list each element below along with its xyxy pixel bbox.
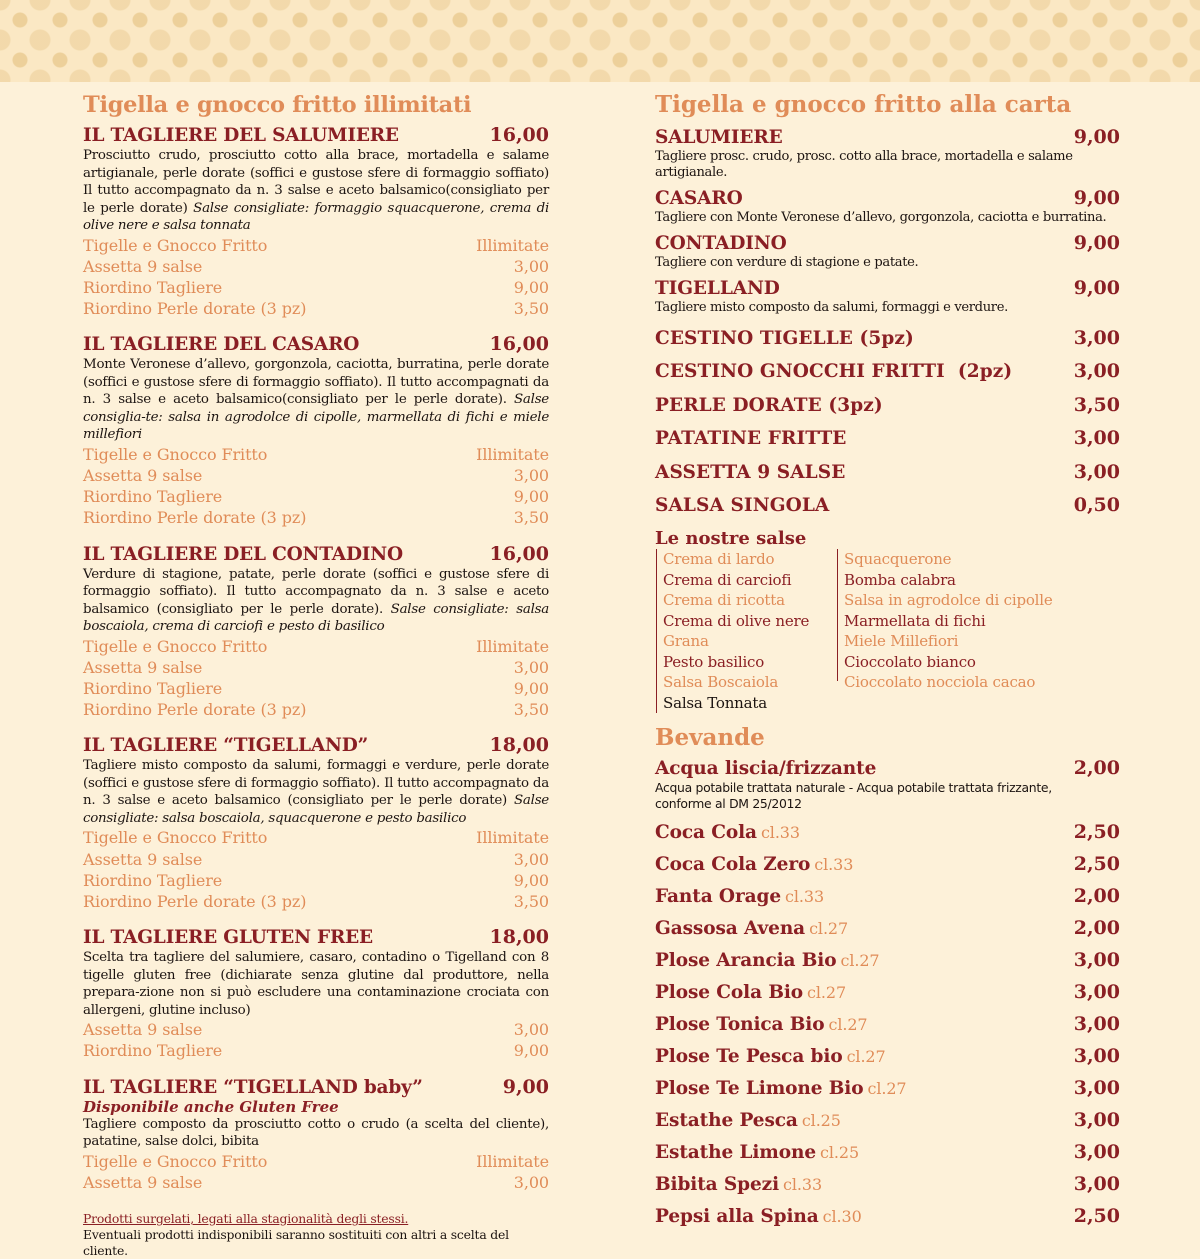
drink-name	[655, 1174, 822, 1196]
drink-item	[655, 1013, 1120, 1036]
carte-item-price: 9,00	[1073, 277, 1120, 299]
footnote-frozen: Prodotti surgelati, legati alla stagionalità degli stessi.	[83, 1211, 409, 1227]
platter-salumiere	[83, 124, 549, 319]
carte-item	[655, 277, 1120, 316]
drink-name-text: Coca Cola	[655, 822, 757, 843]
carte-item-desc: Tagliere prosc. crudo, prosc. cotto alla brace, mortadella e salame artigianale.	[655, 149, 1073, 180]
carte-item-name: PATATINE FRITTE	[655, 428, 847, 449]
drink-price: 2,50	[1073, 1205, 1120, 1227]
option-value: 3,50	[513, 299, 549, 319]
drink-name	[655, 854, 853, 876]
drink-price: 2,00	[1073, 885, 1120, 907]
drink-price: 2,50	[1073, 821, 1120, 843]
platter-tigelland-baby	[83, 1076, 549, 1193]
platter-description	[83, 949, 549, 1019]
option-row	[83, 891, 549, 912]
drink-volume: cl.27	[809, 919, 849, 938]
platter-desc-text: Verdure di stagione, patate, perle dorate (soffici e gustose sfere di formaggio soffiato). Il tutto accompagnato da n. 3 salse e aceto balsamico (consigliato per le perle dorate).	[83, 566, 549, 617]
drink-name: Acqua liscia/frizzante	[655, 758, 877, 779]
sauce-item: Miele Millefiori	[844, 632, 959, 650]
option-value: 3,50	[513, 700, 549, 720]
drink-item	[655, 981, 1120, 1004]
option-value: 3,00	[513, 1020, 549, 1040]
sauce-item: Salsa Boscaiola	[663, 673, 779, 691]
option-label: Tigelle e Gnocco Fritto	[83, 444, 268, 464]
drink-name-text: Plose Te Pesca bio	[655, 1046, 843, 1067]
option-row	[83, 235, 549, 256]
a-la-carte-title: Tigella e gnocco fritto alla carta	[655, 91, 1072, 118]
unlimited-section-title: Tigella e gnocco fritto illimitati	[83, 92, 472, 118]
option-label: Riordino Tagliere	[83, 870, 223, 890]
carte-item	[655, 427, 1120, 450]
option-row	[83, 678, 549, 699]
carte-item	[655, 232, 1120, 271]
option-row	[83, 1151, 549, 1172]
platter-desc-text: Prosciutto crudo, prosciutto cotto alla brace, mortadella e salame artigianale, perle dorate (soffici e gustose sfere di formaggio soffiato) Il tutto accompagnato da n. 3 salse e aceto balsamico(consigliato per le perle dorate)	[83, 148, 549, 216]
carte-item-price: 0,50	[1073, 494, 1120, 516]
drink-name-text: Plose Arancia Bio	[655, 950, 837, 971]
sauce-item: Cioccolato bianco	[844, 652, 976, 671]
platter-name: IL TAGLIERE “TIGELLAND baby”	[83, 1076, 423, 1098]
sauce-item: Squacquerone	[844, 550, 952, 568]
drink-name	[655, 982, 846, 1004]
drink-name	[655, 950, 880, 972]
platter-price: 16,00	[489, 124, 549, 146]
carte-item	[655, 461, 1120, 484]
option-row	[83, 827, 549, 848]
drink-volume: cl.33	[760, 823, 800, 842]
sauces-column-2	[837, 549, 1053, 691]
option-value: 9,00	[513, 277, 549, 297]
option-row	[83, 465, 549, 486]
option-value: 3,00	[513, 256, 549, 276]
option-row	[83, 444, 549, 465]
option-value: Illimitate	[476, 1151, 549, 1171]
carte-item	[655, 327, 1120, 350]
drink-volume: cl.27	[828, 1015, 868, 1034]
drink-name	[655, 886, 824, 908]
drink-name-text: Bibita Spezi	[655, 1174, 780, 1195]
carte-item-name: TIGELLAND	[655, 278, 780, 299]
drink-price: 3,00	[1073, 1077, 1120, 1099]
option-label: Tigelle e Gnocco Fritto	[83, 828, 268, 848]
sauce-item: Pesto basilico	[663, 652, 765, 671]
platter-desc-text: Tagliere misto composto da salumi, formaggi e verdure, perle dorate (soffici e gustose sfere di formaggio soffiato). Il tutto accompagnato da n. 3 salse e aceto balsamico (consigliato per le perle dorate)	[83, 758, 549, 809]
platter-name: IL TAGLIERE DEL CONTADINO	[83, 543, 403, 565]
platter-desc-text: Scelta tra tagliere del salumiere, casaro, contadino o Tigelland con 8 tigelle gluten free (dichiarate senza glutine dal produttore, nella prepara-zione non si può escludere una contaminazione crociata con allergeni, glutine incluso)	[83, 950, 549, 1018]
drink-name	[655, 1110, 841, 1132]
drink-name-text: Plose Tonica Bio	[655, 1014, 825, 1035]
drink-name	[655, 1046, 886, 1068]
option-value: 9,00	[513, 870, 549, 890]
drink-item	[655, 853, 1120, 876]
drink-name-text: Plose Te Limone Bio	[655, 1078, 864, 1099]
drink-item	[655, 1077, 1120, 1100]
drinks-title: Bevande	[655, 724, 765, 751]
platter-suggested-sauces: Salse consigliate: salsa boscaiola, squacquerone e pesto basilico	[83, 793, 549, 826]
carte-item-price: 3,00	[1073, 326, 1120, 349]
drink-name	[655, 822, 800, 844]
platter-description	[83, 147, 549, 235]
carte-item-price: 3,00	[1073, 427, 1120, 449]
option-label: Riordino Perle dorate (3 pz)	[83, 892, 307, 912]
drink-item	[655, 1109, 1120, 1132]
option-label: Assetta 9 salse	[83, 256, 203, 276]
option-value: 9,00	[513, 487, 549, 507]
sauce-item: Crema di lardo	[663, 550, 775, 568]
drink-price: 3,00	[1073, 1141, 1120, 1163]
carte-item-price: 9,00	[1073, 126, 1120, 148]
option-label: Tigelle e Gnocco Fritto	[83, 1151, 268, 1171]
sauces-list	[655, 549, 1120, 713]
carte-item-price: 9,00	[1073, 187, 1120, 209]
sauce-item: Bomba calabra	[844, 570, 956, 589]
platter-price: 16,00	[489, 542, 549, 565]
drink-name-text: Estathe Pesca	[655, 1110, 798, 1131]
carte-item-desc: Tagliere con verdure di stagione e patate.	[655, 255, 919, 270]
platter-name: IL TAGLIERE GLUTEN FREE	[83, 927, 373, 949]
option-label: Riordino Tagliere	[83, 487, 223, 507]
carte-item-price: 3,00	[1073, 360, 1120, 382]
carte-item-name: CESTINO TIGELLE (5pz)	[655, 327, 914, 349]
option-value: 9,00	[513, 679, 549, 699]
platter-suggested-sauces: Salse consigliate: formaggio squacquerone, crema di olive nere e salsa tonnata	[83, 200, 549, 233]
platter-price: 18,00	[489, 926, 549, 949]
carte-item	[655, 494, 1120, 517]
option-label: Assetta 9 salse	[83, 1020, 203, 1040]
drink-name	[655, 1142, 859, 1164]
platter-description	[83, 757, 549, 827]
drink-name	[655, 918, 848, 940]
carte-item-price: 3,00	[1073, 460, 1120, 483]
drink-price: 3,00	[1073, 1109, 1120, 1131]
drink-item	[655, 917, 1120, 940]
drink-item	[655, 885, 1120, 908]
drink-name-text: Estathe Limone	[655, 1142, 817, 1163]
drink-price: 3,00	[1073, 1013, 1120, 1035]
decorative-pattern-header	[0, 0, 1200, 82]
platter-description	[83, 566, 549, 636]
sauces-title: Le nostre salse	[655, 528, 807, 549]
drink-volume: cl.27	[840, 951, 880, 970]
option-value: 3,00	[513, 657, 549, 677]
carte-item-desc: Tagliere misto composto da salumi, formaggi e verdure.	[655, 300, 1008, 315]
option-row	[83, 870, 549, 891]
carte-item-name: CONTADINO	[655, 233, 787, 254]
option-row	[83, 657, 549, 678]
option-row	[83, 849, 549, 870]
footnote-substitution: Eventuali prodotti indisponibili saranno sostituiti con altri a scelta del cliente.	[83, 1227, 509, 1259]
option-label: Assetta 9 salse	[83, 657, 203, 677]
drink-price: 2,00	[1073, 757, 1120, 779]
sauce-item: Cioccolato nocciola cacao	[844, 673, 1036, 691]
sauce-item: Crema di ricotta	[663, 591, 785, 609]
drink-name	[655, 1078, 907, 1100]
carte-item-name: CASARO	[655, 188, 743, 209]
sauce-item: Marmellata di fichi	[844, 611, 986, 630]
drink-name-text: Pepsi alla Spina	[655, 1206, 819, 1227]
drink-name	[655, 1206, 862, 1228]
option-label: Riordino Perle dorate (3 pz)	[83, 700, 307, 720]
footnote	[83, 1211, 549, 1259]
drinks-list	[655, 821, 1120, 1228]
drink-volume: cl.33	[783, 1175, 823, 1194]
platter-desc-text: Monte Veronese d’allevo, gorgonzola, caciotta, burratina, perle dorate (soffici e gustose sfere di formaggio soffiato). Il tutto accompagnati da n. 3 salse e aceto balsamico(consigliato per le perle dorate).	[83, 357, 549, 408]
option-label: Assetta 9 salse	[83, 849, 203, 869]
platter-description	[83, 356, 549, 444]
drink-name-text: Coca Cola Zero	[655, 854, 811, 875]
drink-price: 3,00	[1073, 981, 1120, 1003]
platter-price: 16,00	[489, 333, 549, 356]
a-la-carte-section	[655, 90, 1120, 1228]
unlimited-section	[83, 90, 549, 1259]
carte-item	[655, 360, 1120, 383]
platter-suggested-sauces: Salse consigliate: salsa boscaiola, crema di carciofi e pesto di basilico	[83, 601, 549, 635]
platter-name: IL TAGLIERE DEL SALUMIERE	[83, 125, 399, 146]
option-label: Riordino Tagliere	[83, 277, 223, 297]
drink-price: 2,00	[1073, 917, 1120, 939]
option-value: 3,00	[513, 849, 549, 869]
drink-name-text: Fanta Orage	[655, 886, 781, 907]
option-value: Illimitate	[476, 828, 549, 848]
carte-item	[655, 187, 1120, 226]
option-row	[83, 507, 549, 528]
drink-name-text: Gassosa Avena	[655, 918, 806, 939]
drink-volume: cl.27	[867, 1079, 907, 1098]
platter-gluten-free	[83, 926, 549, 1061]
platter-price: 18,00	[489, 734, 549, 757]
option-value: Illimitate	[476, 636, 549, 656]
drink-volume: cl.25	[820, 1143, 860, 1162]
platter-subtitle: Disponibile anche Gluten Free	[83, 1097, 339, 1116]
option-label: Riordino Perle dorate (3 pz)	[83, 508, 307, 528]
drink-volume: cl.25	[801, 1111, 841, 1130]
platter-suggested-sauces: Salse consiglia-te: salsa in agrodolce di cipolle, marmellata di fichi e miele millefiori	[83, 392, 549, 443]
carte-item	[655, 394, 1120, 417]
drink-name-text: Plose Cola Bio	[655, 982, 804, 1003]
drink-volume: cl.27	[807, 983, 847, 1002]
option-value: Illimitate	[476, 444, 549, 464]
option-row	[83, 277, 549, 298]
platter-name: IL TAGLIERE DEL CASARO	[83, 334, 360, 356]
option-value: 3,50	[513, 892, 549, 912]
drink-item	[655, 1141, 1120, 1164]
drink-name	[655, 1014, 868, 1036]
platter-desc-text: Tagliere composto da prosciutto cotto o crudo (a scelta del cliente), patatine, salse dolci, bibita	[83, 1116, 549, 1150]
drink-volume: cl.33	[785, 887, 825, 906]
option-row	[83, 256, 549, 277]
carte-item-name: PERLE DORATE (3pz)	[655, 394, 883, 416]
option-value: 9,00	[513, 1041, 549, 1061]
carte-item-desc: Tagliere con Monte Veronese d’allevo, gorgonzola, caciotta e burratina.	[655, 210, 1107, 225]
carte-item-name: SALSA SINGOLA	[655, 495, 830, 516]
sauce-item: Crema di carciofi	[663, 570, 792, 589]
option-row	[83, 636, 549, 657]
platter-description	[83, 1116, 549, 1151]
sauce-item: Grana	[663, 632, 709, 650]
sauce-item: Salsa Tonnata	[663, 693, 767, 712]
option-label: Tigelle e Gnocco Fritto	[83, 235, 268, 255]
option-value: 3,00	[513, 1172, 549, 1192]
drink-price: 3,00	[1073, 1173, 1120, 1195]
option-label: Riordino Tagliere	[83, 1041, 223, 1061]
drink-volume: cl.33	[814, 855, 854, 874]
carte-item-name: CESTINO GNOCCHI FRITTI (2pz)	[655, 361, 1013, 382]
platter-price: 9,00	[502, 1075, 549, 1098]
option-row	[83, 486, 549, 507]
option-row	[83, 1172, 549, 1193]
option-label: Assetta 9 salse	[83, 1172, 203, 1192]
drink-item	[655, 1173, 1120, 1196]
option-value: Illimitate	[476, 235, 549, 255]
carte-item-name: SALUMIERE	[655, 127, 783, 148]
drink-item	[655, 757, 1120, 812]
drink-volume: cl.30	[822, 1207, 862, 1226]
option-label: Assetta 9 salse	[83, 466, 203, 486]
sauces-column-1	[656, 549, 833, 713]
drink-volume: cl.27	[846, 1047, 886, 1066]
drink-desc: Acqua potabile trattata naturale - Acqua potabile trattata frizzante, conforme al DM 25/2012	[655, 780, 1052, 811]
option-row	[83, 298, 549, 319]
drink-item	[655, 949, 1120, 972]
platter-casaro	[83, 333, 549, 528]
option-label: Riordino Tagliere	[83, 679, 223, 699]
platter-tigelland	[83, 734, 549, 912]
carte-item-name: ASSETTA 9 SALSE	[655, 461, 846, 483]
drink-price: 2,50	[1073, 853, 1120, 875]
carte-item	[655, 126, 1120, 181]
drink-price: 3,00	[1073, 1045, 1120, 1067]
drink-item	[655, 1205, 1120, 1228]
option-value: 3,00	[513, 466, 549, 486]
drink-price: 3,00	[1073, 949, 1120, 971]
carte-item-price: 3,50	[1073, 393, 1120, 416]
option-row	[83, 699, 549, 720]
carte-item-price: 9,00	[1073, 232, 1120, 254]
sauce-item: Salsa in agrodolce di cipolle	[844, 591, 1053, 609]
platter-name: IL TAGLIERE “TIGELLAND”	[83, 735, 369, 757]
platter-contadino	[83, 543, 549, 721]
drink-item	[655, 821, 1120, 844]
option-label: Tigelle e Gnocco Fritto	[83, 636, 268, 656]
option-row	[83, 1040, 549, 1061]
drink-item	[655, 1045, 1120, 1068]
option-value: 3,50	[513, 508, 549, 528]
sauce-item: Crema di olive nere	[663, 611, 810, 630]
option-row	[83, 1019, 549, 1040]
option-label: Riordino Perle dorate (3 pz)	[83, 299, 307, 319]
